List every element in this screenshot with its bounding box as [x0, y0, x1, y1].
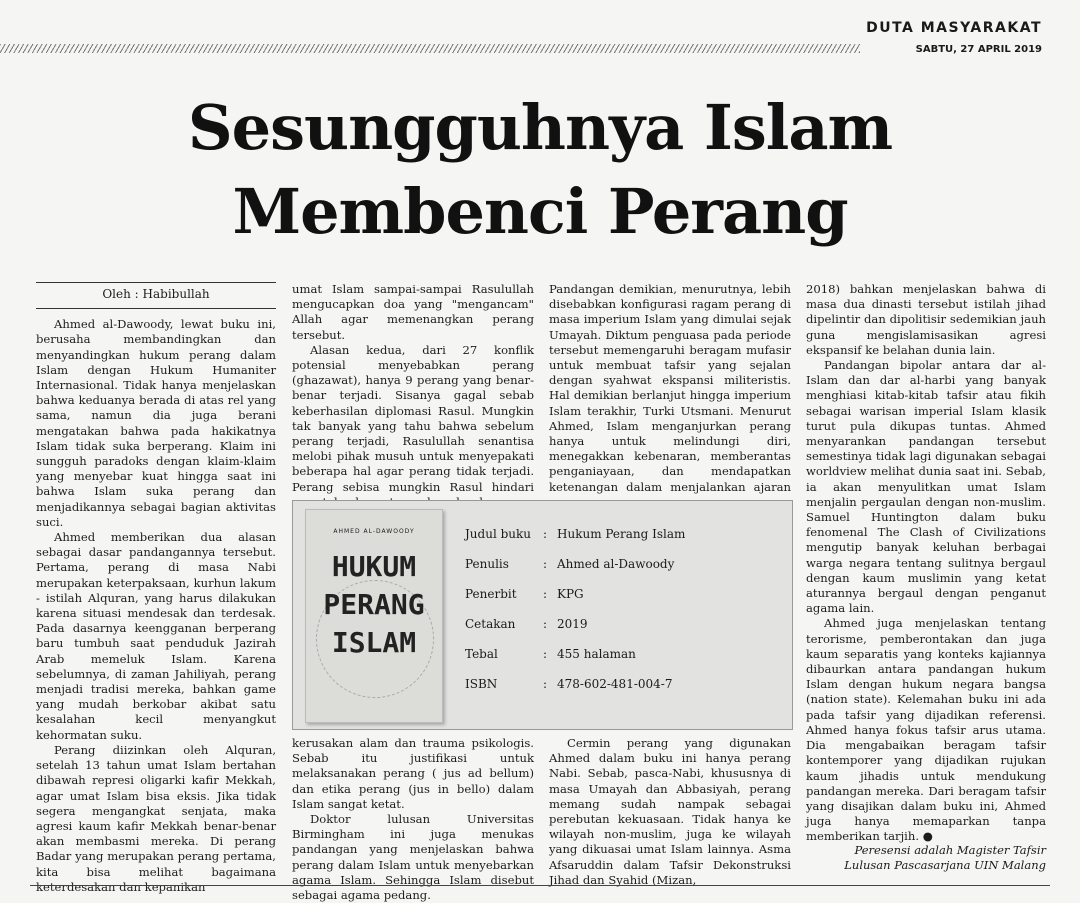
decorative-hatch-bar: [0, 44, 860, 53]
column-3-lower: [549, 736, 791, 888]
paragraph: Doktor lulusan Universitas Birmingham ini juga menukas pandangan yang menjelaskan bahwa perang dalam Islam untuk menyebarkan agama Islam. Sehingga Islam disebut sebagai agama pedang.: [292, 812, 534, 903]
cover-title-line: ISLAM: [331, 626, 417, 659]
paragraph: Alasan kedua, dari 27 konflik potensial menyebabkan perang (ghazawat), hanya 9 perang yang benar-benar terjadi. Sisanya gagal sebab keberhasilan diplomasi Rasul. Mungkin tak banyak yang tahu bahwa sebelum perang terjadi, Rasulullah senantisa melobi pihak musuh untuk menyepakati beberapa hal agar perang tidak terjadi. Perang sebisa mungkin Rasul hindari: [292, 342, 534, 494]
spec-value: 478-602-481-004-7: [557, 677, 673, 691]
spec-separator: :: [543, 647, 548, 661]
spec-separator: :: [543, 677, 548, 691]
publication-date: SABTU, 27 APRIL 2019: [915, 44, 1042, 55]
paragraph: umat Islam sampai-sampai Rasulullah mengucapkan doa yang "mengancam" Allah agar memenangkan perang tersebut.: [292, 282, 534, 342]
spec-row: [465, 549, 775, 579]
spec-value: KPG: [557, 587, 584, 601]
spec-key: Cetakan: [465, 617, 516, 631]
column-3: [549, 282, 791, 510]
spec-row: [465, 519, 775, 549]
bottom-rule: [30, 885, 1050, 886]
byline: Oleh : Habibullah: [36, 282, 276, 309]
paragraph: Pandangan bipolar antara dar al-Islam dan dar al-harbi yang banyak menghiasi kitab-kitab tafsir atau fikih sebagai warisan imperial Islam klasik turut pula dikupas tuntas. Ahmed menyarankan pandangan tersebut semestinya tidak lagi digunakan sebagai worldview melihat dunia saat ini. Sebab, ia akan menyulitkan umat Islam menjalin pergaulan dengan non-muslim. Samuel Huntington dalam buku fenomenal The Clash of Civilizations mengutip banyak keluhan berbagai warga negara tentang sulitnya bergaul dengan kaum muslimin yang ketat aturannya bergaul dengan penganut agama lain.: [806, 358, 1046, 616]
reviewer-note-line: Lulusan Pascasarjana UIN Malang: [844, 858, 1046, 872]
book-info-box: [292, 500, 793, 730]
spec-key: Judul buku: [465, 527, 532, 541]
paragraph: Cermin perang yang digunakan Ahmed dalam buku ini hanya perang Nabi. Sebab, pasca-Nabi, khususnya di masa Umayah dan Abbasiyah, perang memang sudah nampak sebagai perebutan kekuasaan. Tidak hanya ke wilayah non-muslim, juga ke wilayah yang dikuasai umat Islam lainnya. Asma Afsaruddin dalam Tafsir Dekonstruksi Jihad dan Syahid (Mizan,: [549, 736, 791, 887]
paragraph: Ahmed al-Dawoody, lewat buku ini, berusaha membandingkan dan menyandingkan hukum perang dalam Islam dengan Hukum Humaniter Internasional. Tidak hanya menjelaskan bahwa keduanya berada di atas rel yang sama, namun dia juga berani mengatakan bahwa pada hakikatnya Islam tidak suka berperang. Klaim ini sungguh paradoks dengan klaim-klaim yang menyebar kuat hingga saat ini bahwa Islam suka perang dan menjadikannya sebagai bagian aktivitas suci.: [36, 317, 276, 529]
spec-separator: :: [543, 587, 548, 601]
cover-title: [306, 548, 442, 662]
book-specs: [465, 519, 775, 699]
paragraph: Pandangan demikian, menurutnya, lebih disebabkan konfigurasi ragam perang di masa imperium Islam yang dimulai sejak Umayah. Diktum penguasa pada periode tersebut memengaruhi beragam mufasir untuk membuat tafsir yang sejalan dengan syahwat ekspansi militeristis. Hal demikian berlanjut hingga imperium Islam terakhir, Turki Utsmani. Menurut Ahmed, Islam menganjurkan perang hanya untuk melindungi diri, menegakkan kebenaran, memberantas penganiayaan, dan mendapatkan ketenangan dalam menjalankan ajaran: [549, 282, 791, 494]
cover-title-line: HUKUM: [331, 550, 417, 583]
spec-value: 455 halaman: [557, 647, 636, 661]
spec-row: [465, 609, 775, 639]
spec-key: Tebal: [465, 647, 498, 661]
paragraph: Ahmed juga menjelaskan tentang terorisme, pemberontakan dan juga kaum separatis yang konteks kajiannya dibaurkan antara pandangan hukum Islam dengan hukum negara bangsa (nation state). Kelemahan buku ini ada pada tafsir yang dijadikan referensi. Ahmed hanya fokus tafsir arus utama. Dia mengabaikan beragam tafsir kontemporer yang dijadikan rujukan kaum jihadis untuk mendukung pandangan mereka. Dari beragam tafsir yang disajikan dalam buku ini, Ahmed juga hanya memaparkan tanpa memberikan tarjih. ●: [806, 616, 1046, 844]
paragraph: kerusakan alam dan trauma psikologis. Sebab itu justifikasi untuk melaksanakan perang ( jus ad bellum) dan etika perang (jus in bello) dalam Islam sangat ketat.: [292, 736, 534, 811]
spec-separator: :: [543, 617, 548, 631]
spec-key: ISBN: [465, 677, 498, 691]
book-cover-image: [305, 509, 443, 723]
title-line-1: Sesungguhnya Islam: [187, 91, 893, 164]
spec-key: Penerbit: [465, 587, 517, 601]
title-line-2: Membenci Perang: [232, 175, 848, 248]
masthead: [866, 20, 1042, 55]
spec-separator: :: [543, 557, 548, 571]
spec-row: [465, 639, 775, 669]
spec-separator: :: [543, 527, 548, 541]
column-2-lower: [292, 736, 534, 903]
paragraph: Perang diizinkan oleh Alquran, setelah 13 tahun umat Islam bertahan dibawah represi oligarki kafir Mekkah, agar umat Islam bisa eksis. Jika tidak segera mengangkat senjata, maka agresi kaum kafir Mekkah benar-benar akan membasmi mereka. Di perang Badar yang merupakan perang pertama, kita bisa melihat bagaimana keterdesakan dan kepanikan: [36, 742, 276, 894]
reviewer-note: [844, 843, 1046, 873]
paragraph: 2018) bahkan menjelaskan bahwa di masa dua dinasti tersebut istilah jihad dipelintir dan dipolitisir sedemikian jauh guna mengislamisasikan agresi ekspansif ke belahan dunia lain.: [806, 282, 1046, 357]
cover-title-line: PERANG: [323, 588, 425, 621]
spec-value: Hukum Perang Islam: [557, 527, 686, 541]
reviewer-note-line: Peresensi adalah Magister Tafsir: [854, 843, 1046, 857]
cover-author: AHMED AL-DAWOODY: [333, 528, 415, 535]
spec-value: Ahmed al-Dawoody: [557, 557, 675, 571]
spec-row: [465, 579, 775, 609]
column-1: [36, 282, 276, 895]
column-2: [292, 282, 534, 510]
spec-row: [465, 669, 775, 699]
spec-key: Penulis: [465, 557, 509, 571]
article-title: [0, 86, 1080, 254]
spec-value: 2019: [557, 617, 588, 631]
newspaper-name: DUTA MASYARAKAT: [866, 20, 1042, 36]
paragraph: Ahmed memberikan dua alasan sebagai dasar pandangannya tersebut. Pertama, perang di masa Nabi merupakan keterpaksaan, kurhun lakum - istilah Alquran, yang harus dilakukan karena situasi mendesak dan terdesak. Pada dasarnya keengganan berperang baru tumbuh saat penduduk Jazirah Arab memeluk Islam. Karena sebelumnya, di zaman Jahiliyah, perang menjadi tradisi mereka, bahkan game yang mudah berkobar akibat satu kesalahan kecil menyangkut kehormatan suku.: [36, 530, 276, 742]
column-4: [806, 282, 1046, 845]
